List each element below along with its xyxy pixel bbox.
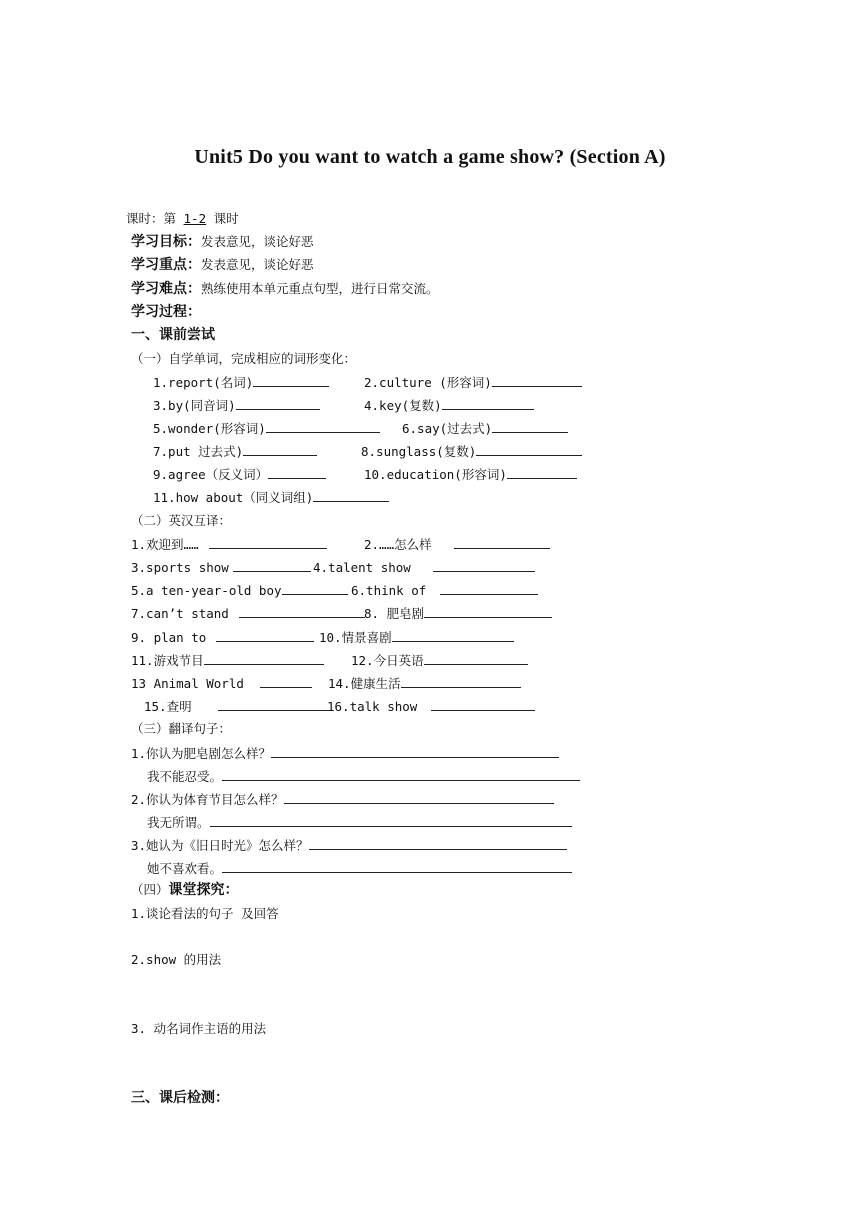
list-item: 6.think of	[351, 581, 538, 600]
list-item: 2.show 的用法	[131, 952, 222, 967]
answer-blank[interactable]	[507, 465, 577, 479]
list-item: 3.sports show	[131, 558, 311, 577]
list-item: 3. 动名词作主语的用法	[131, 1021, 267, 1036]
process-label: 学习过程：	[131, 304, 201, 320]
goal-label: 学习目标：	[131, 234, 201, 250]
answer-blank[interactable]	[476, 442, 582, 456]
focus-line	[131, 256, 314, 274]
document-title: Unit5 Do you want to watch a game show? (Section A)	[194, 146, 666, 168]
answer-blank[interactable]	[424, 604, 552, 618]
list-item: 3.by(同音词)	[153, 396, 320, 415]
list-item: 4.key(复数)	[364, 396, 534, 415]
answer-blank[interactable]	[284, 790, 554, 804]
answer-blank[interactable]	[253, 373, 329, 387]
list-item: 1.欢迎到……	[131, 535, 327, 554]
answer-blank[interactable]	[492, 373, 582, 387]
list-item: 9. plan to	[131, 628, 314, 647]
list-item: 5.a ten-year-old boy	[131, 581, 348, 600]
list-item: 8. 肥皂剧	[364, 604, 552, 623]
list-item: 2.你认为体育节目怎么样？	[131, 790, 554, 809]
list-item: 15.查明	[144, 697, 330, 716]
answer-blank[interactable]	[492, 419, 568, 433]
period-range: 1-2	[183, 211, 207, 226]
section1-heading: 一、课前尝试	[131, 327, 215, 343]
answer-blank[interactable]	[216, 628, 314, 642]
answer-blank[interactable]	[392, 628, 514, 642]
difficulty-text: 熟练使用本单元重点句型，进行日常交流。	[201, 281, 439, 296]
answer-blank[interactable]	[243, 442, 317, 456]
list-item: 我无所谓。	[147, 813, 572, 832]
answer-blank[interactable]	[271, 744, 559, 758]
goal-line	[131, 233, 314, 251]
period-prefix: 课时：第	[126, 211, 184, 226]
list-item: 9.agree（反义词）	[153, 465, 326, 484]
list-item: 2.……怎么样	[364, 535, 550, 554]
difficulty-line	[131, 280, 439, 298]
answer-blank[interactable]	[233, 558, 311, 572]
difficulty-label: 学习难点：	[131, 281, 201, 297]
answer-blank[interactable]	[454, 535, 550, 549]
answer-blank[interactable]	[218, 697, 330, 711]
answer-blank[interactable]	[309, 836, 567, 850]
list-item: 14.健康生活	[328, 674, 521, 693]
answer-blank[interactable]	[440, 581, 538, 595]
list-item: 13 Animal World	[131, 674, 312, 693]
list-item: 12.今日英语	[351, 651, 528, 670]
list-item: 3.她认为《旧日时光》怎么样？	[131, 836, 567, 855]
part4-title: 课堂探究：	[168, 882, 239, 898]
answer-blank[interactable]	[433, 558, 535, 572]
list-item: 10.情景喜剧	[319, 628, 514, 647]
list-item: 7.can’t stand	[131, 604, 365, 623]
list-item: 11.how about（同义词组)	[153, 488, 389, 507]
part1-title: （一）自学单词，完成相应的词形变化：	[131, 351, 357, 366]
part3-title: （三）翻译句子：	[131, 721, 232, 736]
focus-text: 发表意见，谈论好恶	[201, 257, 314, 272]
answer-blank[interactable]	[209, 535, 327, 549]
answer-blank[interactable]	[442, 396, 534, 410]
list-item: 1.report(名词)	[153, 373, 329, 392]
answer-blank[interactable]	[268, 465, 326, 479]
answer-blank[interactable]	[222, 767, 580, 781]
list-item: 1.谈论看法的句子 及回答	[131, 906, 279, 921]
answer-blank[interactable]	[313, 488, 389, 502]
list-item: 她不喜欢看。	[147, 859, 572, 878]
answer-blank[interactable]	[222, 859, 572, 873]
list-item: 1.你认为肥皂剧怎么样？	[131, 744, 559, 763]
focus-label: 学习重点：	[131, 257, 201, 273]
list-item: 2.culture (形容词)	[364, 373, 582, 392]
part4-title-line	[131, 881, 239, 899]
answer-blank[interactable]	[260, 674, 312, 688]
list-item: 6.say(过去式)	[402, 419, 568, 438]
list-item: 我不能忍受。	[147, 767, 580, 786]
answer-blank[interactable]	[424, 651, 528, 665]
answer-blank[interactable]	[401, 674, 521, 688]
period-suffix: 课时	[206, 211, 239, 226]
part4-prefix: （四）	[131, 882, 169, 897]
list-item: 11.游戏节目	[131, 651, 324, 670]
list-item: 10.education(形容词)	[364, 465, 577, 484]
answer-blank[interactable]	[282, 581, 348, 595]
answer-blank[interactable]	[431, 697, 535, 711]
list-item: 5.wonder(形容词)	[153, 419, 380, 438]
list-item: 4.talent show	[313, 558, 535, 577]
answer-blank[interactable]	[204, 651, 324, 665]
answer-blank[interactable]	[266, 419, 380, 433]
part2-title: （二）英汉互译：	[131, 513, 232, 528]
answer-blank[interactable]	[239, 604, 365, 618]
goal-text: 发表意见，谈论好恶	[201, 234, 314, 249]
answer-blank[interactable]	[236, 396, 320, 410]
list-item: 16.talk show	[327, 697, 535, 716]
list-item: 7.put 过去式)	[153, 442, 317, 461]
list-item: 8.sunglass(复数)	[361, 442, 582, 461]
section3-heading: 三、课后检测：	[131, 1090, 229, 1106]
answer-blank[interactable]	[210, 813, 572, 827]
period-line	[126, 210, 239, 228]
